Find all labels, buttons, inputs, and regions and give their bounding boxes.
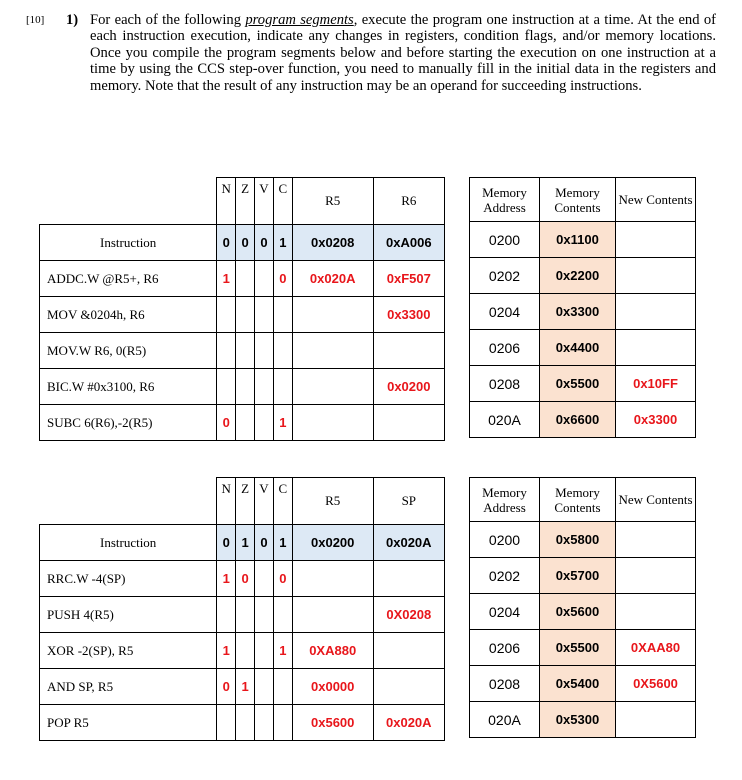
- question-emphasis: program segments: [245, 12, 354, 28]
- flag-z-cell: [236, 333, 255, 369]
- table-row: [470, 594, 696, 630]
- flag-z-cell: [236, 705, 255, 741]
- new-contents-cell: [616, 702, 696, 738]
- flag-v-cell: [255, 705, 274, 741]
- r6-cell: 0x0200: [373, 369, 444, 405]
- r5-cell: [292, 297, 373, 333]
- new-contents-cell: [616, 594, 696, 630]
- sp-cell: [373, 561, 444, 597]
- new-contents-cell: 0x10FF: [616, 366, 696, 402]
- instruction-header: Instruction: [40, 225, 217, 261]
- flag-z-cell: [236, 261, 255, 297]
- memory-contents-cell: 0x5800: [540, 522, 616, 558]
- memory-contents-header: Memory Contents: [540, 178, 616, 222]
- flag-n-cell: 1: [217, 261, 236, 297]
- sp-cell: [373, 669, 444, 705]
- r5-cell: [292, 597, 373, 633]
- memory-contents-cell: 0x5500: [540, 366, 616, 402]
- table-row: [470, 258, 696, 294]
- new-contents-cell: [616, 222, 696, 258]
- flag-z-cell: [236, 597, 255, 633]
- r5-cell: 0XA880: [292, 633, 373, 669]
- r6-cell: [373, 333, 444, 369]
- table-row: [40, 333, 445, 369]
- register-header-sp: SP: [373, 478, 444, 525]
- table-row: [40, 297, 445, 333]
- flag-z-cell: 0: [236, 561, 255, 597]
- memory-address-cell: 0204: [470, 294, 540, 330]
- initial-r6: 0xA006: [373, 225, 444, 261]
- segment2-register-table: [39, 477, 445, 741]
- flag-c-cell: [273, 369, 292, 405]
- flag-c-cell: 1: [273, 405, 292, 441]
- new-contents-cell: [616, 294, 696, 330]
- initial-flag-c: 1: [273, 225, 292, 261]
- r6-cell: 0xF507: [373, 261, 444, 297]
- r5-cell: 0x0000: [292, 669, 373, 705]
- segment1-initial-row: [40, 225, 445, 261]
- flag-n-cell: 0: [217, 405, 236, 441]
- memory-address-cell: 0206: [470, 330, 540, 366]
- r6-cell: 0x3300: [373, 297, 444, 333]
- segment2-memory-table: [469, 477, 696, 738]
- memory-contents-cell: 0x5400: [540, 666, 616, 702]
- flag-header-z: Z: [236, 178, 255, 225]
- instruction-cell: BIC.W #0x3100, R6: [40, 369, 217, 405]
- table-row: [40, 669, 445, 705]
- question-text: [90, 12, 716, 94]
- memory-address-cell: 0200: [470, 522, 540, 558]
- initial-sp: 0x020A: [373, 525, 444, 561]
- memory-contents-cell: 0x4400: [540, 330, 616, 366]
- question-text-start: For each of the following: [90, 12, 246, 28]
- flag-v-cell: [255, 633, 274, 669]
- r5-cell: [292, 369, 373, 405]
- memory-contents-cell: 0x2200: [540, 258, 616, 294]
- memory-address-header: Memory Address: [470, 478, 540, 522]
- flag-n-cell: 0: [217, 669, 236, 705]
- memory-contents-cell: 0x5500: [540, 630, 616, 666]
- table-row: [470, 630, 696, 666]
- flag-v-cell: [255, 297, 274, 333]
- new-contents-cell: 0X5600: [616, 666, 696, 702]
- initial-flag-z: 0: [236, 225, 255, 261]
- flag-v-cell: [255, 261, 274, 297]
- flag-z-cell: [236, 369, 255, 405]
- memory-address-cell: 020A: [470, 402, 540, 438]
- segment2-initial-row: [40, 525, 445, 561]
- memory-address-cell: 0204: [470, 594, 540, 630]
- sp-cell: [373, 633, 444, 669]
- r5-cell: 0x020A: [292, 261, 373, 297]
- segment1-header-spacer: [40, 178, 217, 225]
- segment2-header-spacer: [40, 478, 217, 525]
- table-row: [40, 597, 445, 633]
- table-row: [470, 702, 696, 738]
- table-row: [40, 633, 445, 669]
- register-header-r5: R5: [292, 178, 373, 225]
- sp-cell: 0x020A: [373, 705, 444, 741]
- new-contents-header: New Contents: [616, 178, 696, 222]
- flag-header-c: C: [273, 178, 292, 225]
- flag-c-cell: 0: [273, 561, 292, 597]
- memory-contents-cell: 0x1100: [540, 222, 616, 258]
- flag-c-cell: [273, 297, 292, 333]
- initial-flag-n: 0: [217, 525, 236, 561]
- initial-flag-z: 1: [236, 525, 255, 561]
- flag-c-cell: [273, 597, 292, 633]
- flag-n-cell: [217, 297, 236, 333]
- segment2-header-row: [40, 478, 445, 525]
- new-contents-cell: [616, 558, 696, 594]
- flag-v-cell: [255, 669, 274, 705]
- question-points: [10]: [26, 14, 45, 26]
- segment1-register-table: [39, 177, 445, 441]
- r5-cell: [292, 333, 373, 369]
- question-text-end: , execute the program one instruction at a time. At the end of each instruction execution, indicate any changes in registers, condition flags, and/or memory locations. Once you compile the program segments below and before starting the execution on one instruction at a time by using the CCS step-over function, you need to manually fill in the initial data in the registers and memory. Note that the result of any instruction may be an operand for succeeding instructions.: [90, 12, 716, 94]
- flag-n-cell: 1: [217, 561, 236, 597]
- memory-address-cell: 0202: [470, 558, 540, 594]
- new-contents-cell: 0x3300: [616, 402, 696, 438]
- new-contents-cell: 0XAA80: [616, 630, 696, 666]
- instruction-cell: MOV.W R6, 0(R5): [40, 333, 217, 369]
- table-row: [40, 261, 445, 297]
- flag-v-cell: [255, 333, 274, 369]
- instruction-cell: SUBC 6(R6),-2(R5): [40, 405, 217, 441]
- r5-cell: [292, 561, 373, 597]
- memory-address-cell: 0200: [470, 222, 540, 258]
- flag-z-cell: 1: [236, 669, 255, 705]
- segment1-memory-header-row: [470, 178, 696, 222]
- initial-flag-c: 1: [273, 525, 292, 561]
- flag-n-cell: [217, 333, 236, 369]
- flag-header-v: V: [255, 478, 274, 525]
- table-row: [470, 522, 696, 558]
- r6-cell: [373, 405, 444, 441]
- new-contents-header: New Contents: [616, 478, 696, 522]
- memory-contents-cell: 0x6600: [540, 402, 616, 438]
- instruction-cell: POP R5: [40, 705, 217, 741]
- flag-v-cell: [255, 561, 274, 597]
- table-row: [470, 330, 696, 366]
- flag-v-cell: [255, 405, 274, 441]
- register-header-r6: R6: [373, 178, 444, 225]
- table-row: [470, 366, 696, 402]
- new-contents-cell: [616, 330, 696, 366]
- flag-c-cell: 0: [273, 261, 292, 297]
- r5-cell: 0x5600: [292, 705, 373, 741]
- flag-z-cell: [236, 405, 255, 441]
- table-row: [470, 402, 696, 438]
- memory-address-cell: 0208: [470, 666, 540, 702]
- memory-address-cell: 0208: [470, 366, 540, 402]
- flag-n-cell: 1: [217, 633, 236, 669]
- memory-contents-header: Memory Contents: [540, 478, 616, 522]
- memory-address-header: Memory Address: [470, 178, 540, 222]
- question-number: 1): [66, 12, 79, 28]
- instruction-cell: PUSH 4(R5): [40, 597, 217, 633]
- flag-n-cell: [217, 597, 236, 633]
- initial-r5: 0x0200: [292, 525, 373, 561]
- flag-z-cell: [236, 633, 255, 669]
- instruction-cell: XOR -2(SP), R5: [40, 633, 217, 669]
- segment1-memory-table: [469, 177, 696, 438]
- flag-n-cell: [217, 705, 236, 741]
- memory-contents-cell: 0x5700: [540, 558, 616, 594]
- flag-c-cell: [273, 669, 292, 705]
- instruction-cell: AND SP, R5: [40, 669, 217, 705]
- flag-header-c: C: [273, 478, 292, 525]
- flag-header-v: V: [255, 178, 274, 225]
- initial-r5: 0x0208: [292, 225, 373, 261]
- initial-flag-n: 0: [217, 225, 236, 261]
- table-row: [40, 705, 445, 741]
- r5-cell: [292, 405, 373, 441]
- initial-flag-v: 0: [255, 225, 274, 261]
- table-row: [40, 369, 445, 405]
- instruction-cell: ADDC.W @R5+, R6: [40, 261, 217, 297]
- table-row: [470, 294, 696, 330]
- register-header-r5: R5: [292, 478, 373, 525]
- flag-v-cell: [255, 369, 274, 405]
- flag-v-cell: [255, 597, 274, 633]
- new-contents-cell: [616, 258, 696, 294]
- table-row: [470, 222, 696, 258]
- table-row: [40, 405, 445, 441]
- segment1-header-row: [40, 178, 445, 225]
- memory-contents-cell: 0x5600: [540, 594, 616, 630]
- instruction-cell: MOV &0204h, R6: [40, 297, 217, 333]
- table-row: [470, 666, 696, 702]
- memory-contents-cell: 0x5300: [540, 702, 616, 738]
- flag-c-cell: [273, 705, 292, 741]
- flag-header-n: N: [217, 178, 236, 225]
- memory-address-cell: 0206: [470, 630, 540, 666]
- initial-flag-v: 0: [255, 525, 274, 561]
- table-row: [470, 558, 696, 594]
- instruction-cell: RRC.W -4(SP): [40, 561, 217, 597]
- memory-address-cell: 0202: [470, 258, 540, 294]
- flag-c-cell: 1: [273, 633, 292, 669]
- memory-address-cell: 020A: [470, 702, 540, 738]
- question-block: [26, 12, 716, 94]
- memory-contents-cell: 0x3300: [540, 294, 616, 330]
- sp-cell: 0X0208: [373, 597, 444, 633]
- flag-n-cell: [217, 369, 236, 405]
- segment2-memory-header-row: [470, 478, 696, 522]
- flag-z-cell: [236, 297, 255, 333]
- new-contents-cell: [616, 522, 696, 558]
- flag-c-cell: [273, 333, 292, 369]
- instruction-header: Instruction: [40, 525, 217, 561]
- flag-header-z: Z: [236, 478, 255, 525]
- table-row: [40, 561, 445, 597]
- flag-header-n: N: [217, 478, 236, 525]
